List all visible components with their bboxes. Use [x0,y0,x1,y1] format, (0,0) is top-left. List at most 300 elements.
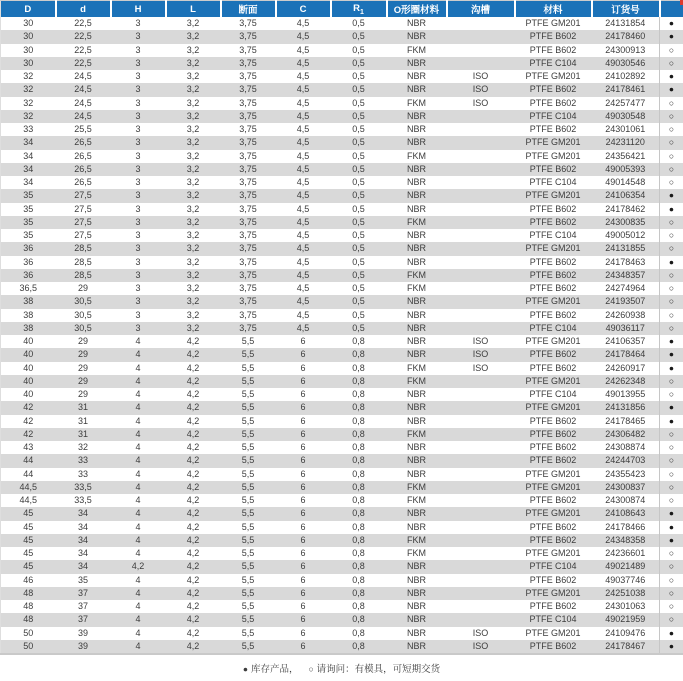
table-cell: ISO [472,349,489,360]
table-cell [447,150,515,163]
table-cell: 3 [135,296,141,307]
table-cell: 27,5 [74,216,92,227]
table-cell: NBR [406,640,426,651]
table-cell: PTFE C104 [529,614,577,625]
table-cell: 27,5 [74,203,92,214]
table-cell: PTFE B602 [529,256,577,267]
table-cell: PTFE GM201 [525,137,581,148]
table-cell: PTFE B602 [529,349,577,360]
table-cell: 6 [300,468,306,479]
table-cell: 4 [135,640,141,651]
table-cell: 3 [135,137,141,148]
table-cell: 4,5 [296,124,310,134]
table-cell: FKM [407,269,426,280]
table-cell: 24300913 [605,44,646,55]
table-row [1,560,683,573]
table-cell [447,229,515,242]
table-cell: 6 [300,521,306,532]
table-cell: 29 [77,375,88,386]
stock-hollow-icon: ○ [660,57,683,70]
table-cell: 28,5 [74,269,92,280]
table-cell: 4,5 [296,18,310,28]
col-header-order-number: 订货号 [592,1,660,18]
table-row [1,507,683,520]
table-cell: 45 [23,508,34,519]
table-cell: 3,2 [186,216,200,227]
table-cell: PTFE GM201 [525,508,581,519]
stock-hollow-icon: ○ [660,428,683,441]
table-cell: 4 [135,534,141,545]
table-cell: 0,8 [352,336,365,346]
table-cell [447,203,515,216]
table-cell: 4 [135,481,141,492]
table-cell: 4,2 [186,362,200,373]
table-row [1,534,683,547]
table-cell: 4 [135,375,141,386]
table-cell: 3,75 [239,296,257,307]
table-cell: 4 [135,349,141,360]
table-cell: 3,2 [186,163,200,174]
table-cell [447,521,515,534]
table-cell: 24,5 [74,71,92,81]
table-row [1,640,683,654]
table-row [1,176,683,189]
table-cell: PTFE GM201 [525,190,581,201]
table-cell: 0,5 [352,31,365,42]
table-row [1,295,683,308]
table-row [1,627,683,640]
table-cell: 6 [300,561,306,572]
table-cell: 3,75 [239,230,257,240]
table-cell: 3,2 [186,203,200,214]
table-cell: NBR [406,468,426,479]
table-cell: 4,5 [296,322,310,333]
table-cell: 3,75 [239,203,257,214]
table-cell: 30,5 [74,322,92,333]
table-cell: 0,8 [352,481,365,492]
table-cell: 5,5 [241,389,255,399]
table-cell: 4,2 [186,587,200,598]
table-cell: PTFE B602 [529,574,577,585]
stock-hollow-icon: ○ [660,587,683,600]
table-cell: 5,5 [241,415,255,426]
table-row [1,521,683,534]
table-cell: 24102892 [605,71,646,81]
table-cell: 35 [23,230,34,240]
table-cell: 4,2 [186,349,200,360]
stock-filled-icon: ● [660,401,683,414]
table-cell: 29 [77,283,88,293]
table-cell: PTFE GM201 [525,336,581,346]
table-cell: 4,2 [186,548,200,558]
table-cell: PTFE B602 [529,362,577,373]
table-cell: 0,8 [352,375,365,386]
table-cell: NBR [406,574,426,585]
table-cell: 3,75 [239,309,257,320]
table-cell: 4,2 [186,455,200,466]
table-cell: 3,2 [186,296,200,307]
table-cell: 0,5 [352,269,365,280]
table-cell: FKM [407,428,426,439]
table-cell: 0,8 [352,362,365,373]
stock-hollow-icon: ○ [308,664,314,674]
table-cell: 4,2 [186,561,200,572]
table-cell: 0,8 [352,402,365,413]
table-cell: 37 [77,614,88,625]
table-cell: PTFE B602 [529,97,577,108]
table-cell: 3,75 [239,243,257,254]
table-cell: 3,75 [239,283,257,293]
table-row [1,600,683,613]
table-cell: 38 [23,296,34,307]
table-row [1,163,683,176]
table-cell: 37 [77,601,88,611]
table-cell: 0,5 [352,296,365,307]
stock-hollow-icon: ○ [660,454,683,467]
table-cell: 6 [300,495,306,505]
stock-hollow-icon: ○ [660,574,683,587]
table-cell: 28,5 [74,243,92,254]
table-cell: 37 [77,587,88,598]
stock-filled-icon: ● [660,507,683,520]
table-cell: 6 [300,508,306,519]
table-cell: 3,2 [186,71,200,81]
table-cell: 24300874 [605,495,646,505]
stock-hollow-icon: ○ [660,150,683,163]
table-cell: PTFE C104 [529,110,577,121]
table-cell: PTFE C104 [529,230,577,240]
table-cell: 44 [23,455,34,466]
table-cell: 5,5 [241,349,255,360]
table-cell: 45 [23,521,34,532]
stock-hollow-icon: ○ [660,547,683,560]
table-cell: 0,8 [352,574,365,585]
table-cell: 3,75 [239,269,257,280]
table-cell: 34 [23,150,34,161]
table-cell [447,256,515,269]
stock-hollow-icon: ○ [660,322,683,335]
table-cell: 3 [135,230,141,240]
table-cell: 3 [135,71,141,81]
table-cell: PTFE GM201 [525,150,581,161]
stock-hollow-icon: ○ [660,295,683,308]
table-cell: FKM [407,481,426,492]
table-cell: 49005393 [605,163,646,174]
stock-hollow-icon: ○ [660,309,683,322]
table-cell: 5,5 [241,548,255,558]
table-cell: 3 [135,150,141,161]
table-cell: 4,5 [296,150,310,161]
table-cell: 4,2 [131,561,145,572]
table-cell: 0,5 [352,309,365,320]
table-body [1,17,683,654]
table-row [1,468,683,481]
table-cell: 0,8 [352,548,365,558]
table-cell: 43 [23,442,34,452]
table-row [1,44,683,57]
table-cell: NBR [406,402,426,413]
table-cell: 49021959 [605,614,646,625]
table-cell: 24131854 [605,18,646,28]
table-cell: 35 [23,190,34,201]
table-cell: 26,5 [74,137,92,148]
table-cell: NBR [406,190,426,201]
table-cell: 34 [77,521,88,532]
table-cell: NBR [406,163,426,174]
table-cell: 4,5 [296,256,310,267]
table-cell: 3,2 [186,84,200,95]
table-cell: NBR [406,203,426,214]
table-cell [447,282,515,295]
col-header-R1-subscript: 1 [359,8,364,16]
table-cell: 44,5 [19,481,38,492]
table-cell: 4,5 [296,71,310,81]
table-cell: 24355423 [605,468,646,479]
stock-hollow-icon: ○ [660,481,683,494]
stock-filled-icon: ● [660,521,683,534]
table-row [1,123,683,136]
table-cell: 5,5 [241,601,255,611]
table-cell: 3 [135,203,141,214]
table-cell: 40 [23,375,34,386]
table-cell: NBR [406,627,426,638]
table-cell: 3 [135,190,141,201]
table-cell: NBR [406,601,426,611]
table-cell: FKM [407,216,426,227]
table-cell: PTFE B602 [529,124,577,134]
table-cell: 3,75 [239,31,257,42]
table-cell: 4,5 [296,190,310,201]
table-cell: 24356421 [605,150,646,161]
table-cell: 24131855 [605,243,646,254]
table-cell: PTFE B602 [529,269,577,280]
table-cell: NBR [406,389,426,399]
table-cell: PTFE GM201 [525,243,581,254]
table-cell: 24306482 [605,428,646,439]
table-cell: 4,2 [186,534,200,545]
table-cell: 4 [135,614,141,625]
table-cell: PTFE C104 [529,177,577,187]
table-cell: 26,5 [74,150,92,161]
stock-hollow-icon: ○ [660,110,683,123]
table-cell: 30 [23,44,34,55]
table-cell: 0,5 [352,216,365,227]
stock-hollow-icon: ○ [660,613,683,626]
table-cell: 48 [23,614,34,625]
table-cell: 49005012 [605,230,646,240]
table-cell: 3 [135,322,141,333]
table-cell: 34 [77,508,88,519]
table-cell: ISO [472,71,489,81]
table-cell: 24178466 [605,521,646,532]
table-cell: 0,8 [352,495,365,505]
table-cell: 3,2 [186,97,200,108]
table-cell: 50 [23,627,34,638]
table-cell: 24178467 [605,640,646,651]
table-cell: 3,75 [239,124,257,134]
table-cell: NBR [406,561,426,572]
table-cell: 24262348 [605,375,646,386]
table-cell: 4 [135,521,141,532]
table-cell: 5,5 [241,521,255,532]
table-cell: 4 [135,428,141,439]
table-cell: ISO [472,336,489,346]
table-cell: 31 [77,415,88,426]
stock-filled-icon: ● [660,203,683,216]
table-cell [447,468,515,481]
table-cell: 33 [23,124,34,134]
table-cell [447,560,515,573]
table-cell: 0,8 [352,614,365,625]
table-cell: 30,5 [74,309,92,320]
table-cell [447,401,515,414]
table-cell: 3,2 [186,150,200,161]
table-cell [447,123,515,136]
table-cell: NBR [406,110,426,121]
table-cell: 30,5 [74,296,92,307]
table-cell: 29 [77,336,88,346]
table-cell: 0,5 [352,57,365,68]
table-cell [447,17,515,30]
table-cell: 40 [23,349,34,360]
col-header-R1 [331,1,387,18]
table-cell: PTFE B602 [529,415,577,426]
stock-hollow-icon: ○ [660,123,683,136]
table-cell: 3,75 [239,163,257,174]
table-cell [447,494,515,507]
table-cell: 6 [300,574,306,585]
table-cell: 24178463 [605,256,646,267]
table-cell: NBR [406,442,426,452]
table-cell: 49013955 [605,389,646,399]
table-cell: 4,2 [186,640,200,651]
stock-hollow-label: 请询问：有模具，可短期交货 [316,664,441,675]
table-cell: 3,75 [239,57,257,68]
stock-hollow-icon: ○ [660,375,683,388]
col-header-oring-material: O形圈材料 [387,1,447,18]
table-cell: 3,75 [239,97,257,108]
table-cell: 4 [135,468,141,479]
table-cell: NBR [406,587,426,598]
table-cell: 5,5 [241,587,255,598]
table-cell: 4 [135,601,141,611]
table-row [1,242,683,255]
table-cell [447,441,515,454]
table-cell: 4 [135,362,141,373]
table-cell: 0,8 [352,468,365,479]
table-cell [447,507,515,520]
table-cell [447,547,515,560]
table-cell: 39 [77,627,88,638]
table-cell: 4,5 [296,137,310,148]
table-cell: 48 [23,587,34,598]
table-cell: 6 [300,336,306,346]
table-cell: 0,5 [352,243,365,254]
table-cell: 4,2 [186,336,200,346]
table-cell: 30 [23,31,34,42]
table-cell [447,110,515,123]
table-cell: 22,5 [74,44,92,55]
table-cell: PTFE B602 [529,31,577,42]
table-cell: PTFE C104 [529,561,577,572]
table-cell [447,415,515,428]
table-cell: FKM [407,362,426,373]
table-cell: 24178461 [605,84,646,95]
table-cell: PTFE C104 [529,322,577,333]
table-cell: PTFE B602 [529,84,577,95]
table-header-row [1,1,683,18]
table-cell [447,30,515,43]
table-cell [447,600,515,613]
col-header-H: H [111,1,166,18]
table-cell: PTFE GM201 [525,375,581,386]
table-cell [447,309,515,322]
table-cell: 4,5 [296,97,310,108]
table-cell: 5,5 [241,534,255,545]
table-cell: 3 [135,18,141,28]
table-cell: 3 [135,97,141,108]
table-cell: 4,5 [296,269,310,280]
table-row [1,587,683,600]
table-cell: 24131856 [605,402,646,413]
table-cell: 3,2 [186,269,200,280]
table-cell: ISO [472,640,489,651]
table-row [1,494,683,507]
table-cell [447,295,515,308]
table-cell: 6 [300,614,306,625]
table-cell: 4,5 [296,57,310,68]
table-cell [447,534,515,547]
table-cell: 4,5 [296,110,310,121]
table-cell: NBR [406,296,426,307]
table-row [1,70,683,83]
table-cell: PTFE GM201 [525,71,581,81]
table-cell: NBR [406,137,426,148]
table-cell: 24308874 [605,442,646,452]
table-cell: 0,5 [352,71,365,81]
table-cell: 27,5 [74,230,92,240]
table-cell: 0,5 [352,44,365,55]
table-cell: 49037746 [605,574,646,585]
table-cell: 4,2 [186,468,200,479]
table-cell: 24348358 [605,534,646,545]
table-cell: 29 [77,349,88,360]
table-cell: 34 [23,137,34,148]
table-cell: 35 [23,216,34,227]
table-cell: 24193507 [605,296,646,307]
table-cell: 4,5 [296,230,310,240]
table-cell: NBR [406,521,426,532]
table-row [1,216,683,229]
table-cell: PTFE B602 [529,163,577,174]
table-cell: 4,2 [186,601,200,611]
table-cell: 35 [23,203,34,214]
table-cell: FKM [407,150,426,161]
col-header-C: C [276,1,331,18]
table-cell: ISO [472,362,489,373]
table-cell: 22,5 [74,57,92,68]
table-cell: 24301061 [605,124,646,134]
table-cell: 3,2 [186,44,200,55]
table-cell: 30 [23,57,34,68]
table-cell: NBR [406,614,426,625]
table-cell: 24178460 [605,31,646,42]
table-cell: 3,2 [186,309,200,320]
table-cell: NBR [406,508,426,519]
table-cell [447,216,515,229]
table-cell: 3,2 [186,230,200,240]
table-cell: 4 [135,508,141,519]
